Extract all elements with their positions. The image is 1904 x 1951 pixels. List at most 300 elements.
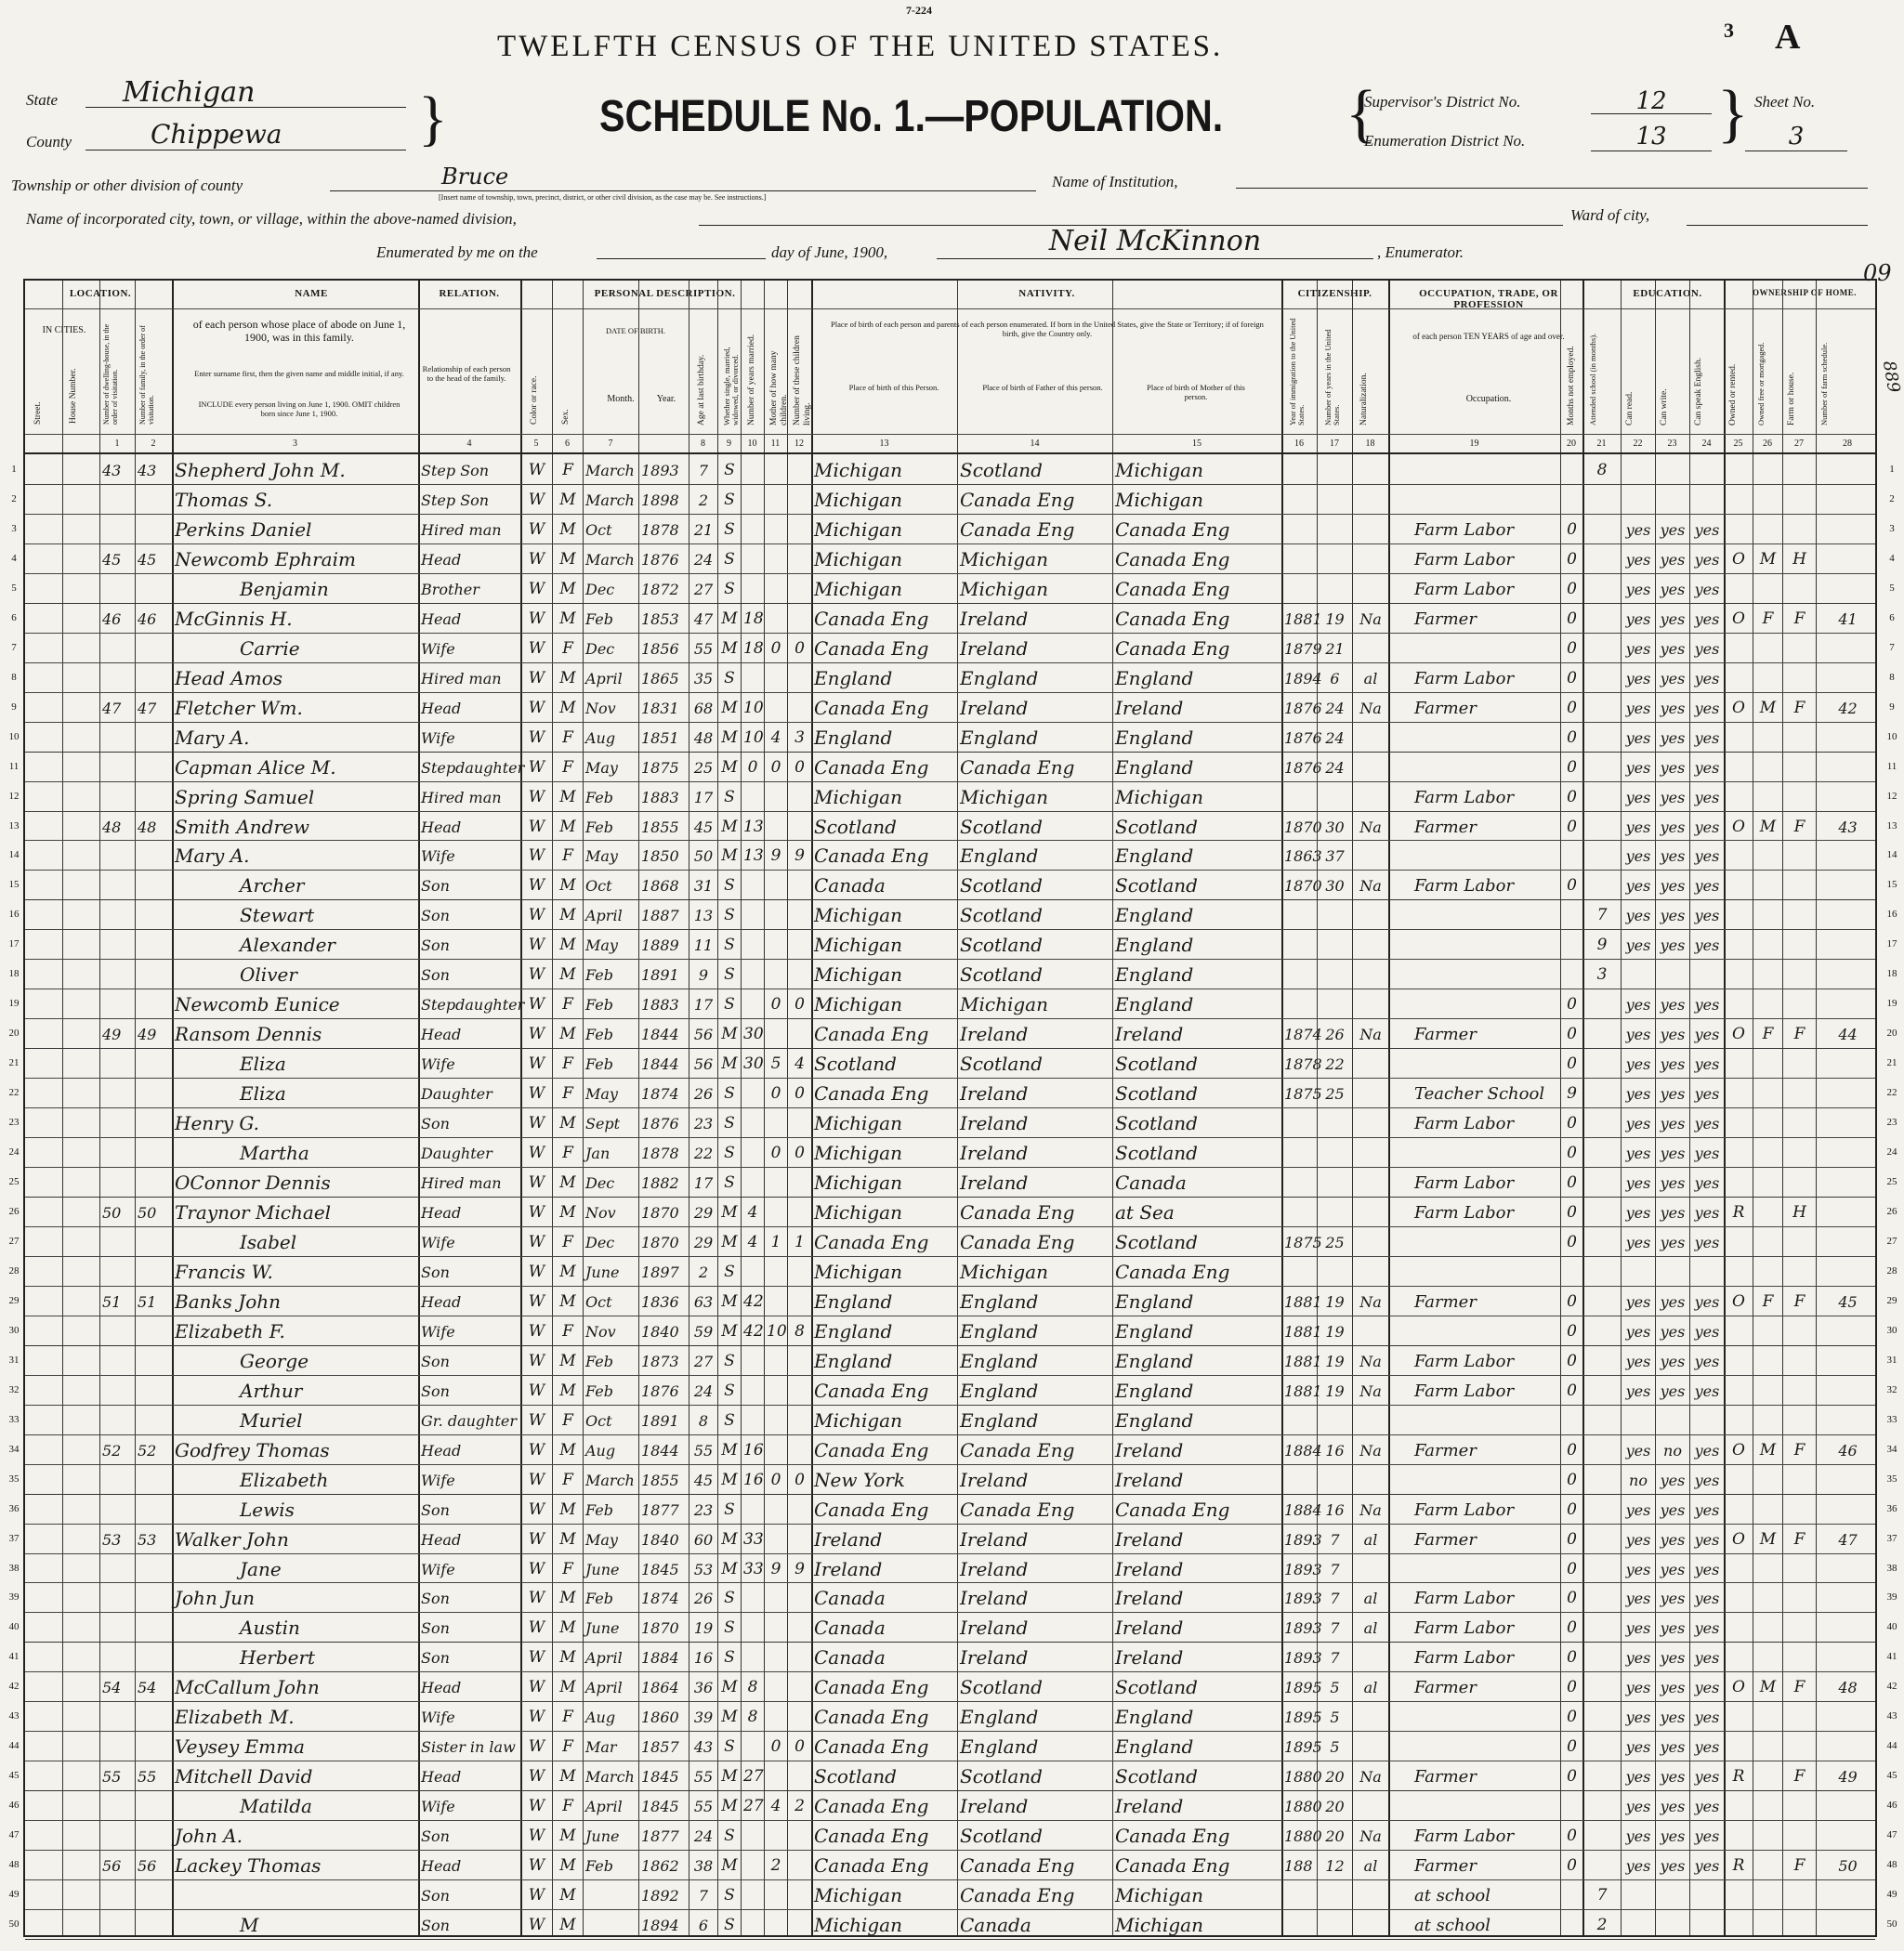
cell-fs: 44 — [1838, 1026, 1858, 1044]
cell-nat: Na — [1359, 1292, 1382, 1311]
cell-rel: Son — [421, 1381, 450, 1400]
cell-eng: yes — [1694, 1381, 1720, 1400]
cell-ym: 27 — [743, 1767, 764, 1787]
cell-mo: 0 — [1567, 609, 1577, 628]
cell-eng: yes — [1694, 1441, 1720, 1460]
cell-read: yes — [1625, 996, 1651, 1015]
cell-month: Feb — [585, 1026, 613, 1044]
cell-bm: Canada Eng — [1115, 1825, 1230, 1848]
cell-fam: 56 — [138, 1857, 157, 1876]
cell-imm: 1895 — [1284, 1738, 1322, 1757]
cell-mo: 0 — [1567, 1678, 1577, 1697]
row-number-right: 25 — [1886, 1176, 1897, 1188]
cell-yrs: 6 — [1330, 669, 1340, 687]
cell-read: yes — [1625, 1292, 1651, 1311]
cell-bm: Canada Eng — [1115, 1498, 1230, 1521]
cell-dw: 43 — [102, 462, 122, 479]
row-number-left: 5 — [11, 582, 17, 594]
cell-mar: S — [724, 1144, 735, 1163]
cell-yrs: 21 — [1325, 639, 1345, 658]
cell-mo: 0 — [1567, 1737, 1577, 1757]
months-unemployed-header: Months not employed. — [1567, 346, 1576, 426]
cell-bm: England — [1115, 904, 1194, 927]
column-number: 24 — [1701, 439, 1712, 449]
cell-mo: 0 — [1567, 1351, 1577, 1370]
cell-year: 1845 — [641, 1768, 679, 1787]
cell-read: yes — [1625, 580, 1651, 598]
cell-fam: 48 — [138, 818, 157, 836]
farm-schedule-header: Number of farm schedule. — [1819, 342, 1829, 426]
cell-bp: Michigan — [814, 1142, 902, 1165]
cell-age: 13 — [693, 907, 714, 925]
cell-write: yes — [1660, 996, 1686, 1015]
cell-ym: 30 — [743, 1025, 764, 1044]
row-number-right: 34 — [1886, 1443, 1897, 1455]
row-number-right: 9 — [1889, 701, 1895, 713]
cell-read: yes — [1625, 936, 1651, 955]
row-number-right: 16 — [1886, 909, 1897, 921]
cell-own: O — [1732, 817, 1745, 836]
cell-write: yes — [1660, 1500, 1686, 1519]
cell-year: 1884 — [641, 1649, 679, 1668]
cell-year: 1862 — [641, 1857, 679, 1876]
cell-bp: Michigan — [814, 1408, 902, 1432]
cell-bp: Canada Eng — [814, 1230, 929, 1253]
cell-ym: 42 — [743, 1291, 764, 1311]
cell-bm: England — [1115, 993, 1194, 1016]
cell-year: 1883 — [641, 996, 679, 1015]
cell-bm: England — [1115, 1319, 1194, 1342]
cell-year: 1882 — [641, 1174, 679, 1193]
county-value: Chippewa — [85, 119, 406, 151]
cell-mo: 0 — [1567, 1648, 1577, 1668]
cell-imm: 1880 — [1284, 1827, 1322, 1846]
cell-rel: Son — [421, 1115, 450, 1133]
cell-sex: M — [559, 1381, 576, 1400]
cell-age: 23 — [693, 1500, 714, 1519]
enumerated-suffix: , Enumerator. — [1377, 243, 1464, 261]
cell-bm: Scotland — [1115, 1112, 1198, 1135]
corner-sheet-letter: A — [1775, 18, 1801, 57]
cell-moc: 0 — [770, 638, 781, 658]
cell-month: June — [585, 1560, 620, 1578]
cell-sex: M — [559, 1678, 576, 1697]
row-number-left: 4 — [11, 552, 17, 564]
cell-mar: M — [721, 1025, 738, 1044]
color-header: Color or race. — [530, 375, 539, 425]
cell-mo: 0 — [1567, 1291, 1577, 1311]
cell-age: 17 — [693, 1174, 714, 1193]
column-number: 2 — [151, 439, 156, 449]
cell-moc: 2 — [770, 1856, 781, 1876]
cell-bf: Scotland — [960, 815, 1043, 838]
cell-ym: 10 — [743, 698, 764, 717]
cell-occ: Farm Labor — [1414, 1351, 1515, 1371]
cell-farm: F — [1793, 1678, 1806, 1697]
cell-write: yes — [1660, 1530, 1686, 1549]
cell-free: M — [1759, 817, 1777, 836]
cell-free: M — [1759, 1529, 1777, 1549]
cell-dw: 55 — [102, 1768, 122, 1787]
column-number: 5 — [533, 439, 539, 449]
cell-rel: Head — [421, 1679, 462, 1697]
cell-month: Feb — [585, 1857, 613, 1876]
cell-att: 3 — [1596, 965, 1608, 985]
cell-bf: Canada Eng — [960, 1884, 1075, 1907]
cell-nat: Na — [1359, 1381, 1382, 1400]
cell-bm: Scotland — [1115, 1082, 1198, 1106]
cell-bm: Michigan — [1115, 488, 1203, 511]
cell-att: 7 — [1596, 906, 1608, 925]
cell-mar: M — [721, 1797, 738, 1816]
cell-age: 27 — [693, 1352, 714, 1370]
cell-age: 48 — [693, 728, 714, 747]
cell-bp: Michigan — [814, 904, 902, 927]
cell-write: yes — [1660, 1560, 1686, 1578]
group-location: LOCATION. — [69, 288, 132, 299]
cell-eng: yes — [1694, 1204, 1720, 1222]
cell-color: W — [528, 1262, 545, 1281]
cell-rel: Daughter — [421, 1085, 492, 1104]
cell-mar: M — [721, 698, 738, 717]
cell-age: 17 — [693, 996, 714, 1015]
cell-write: yes — [1660, 1204, 1686, 1222]
cell-name: Archer — [240, 874, 305, 897]
cell-fam: 50 — [138, 1204, 157, 1222]
group-ownership: OWNERSHIP OF HOME. — [1753, 288, 1857, 297]
cell-occ: Farm Labor — [1414, 549, 1515, 570]
cell-color: W — [528, 965, 545, 985]
row-number-right: 46 — [1886, 1800, 1897, 1812]
cell-write: yes — [1660, 1055, 1686, 1074]
year-header: Year. — [656, 394, 676, 404]
cell-bf: Canada Eng — [960, 1230, 1075, 1253]
cell-bm: England — [1115, 666, 1194, 689]
cell-occ: at school — [1414, 1886, 1491, 1906]
cell-mar: S — [724, 965, 735, 985]
cell-name: Mitchell David — [175, 1765, 313, 1788]
cell-mar: M — [721, 1767, 738, 1787]
cell-mo: 0 — [1567, 1054, 1577, 1074]
cell-age: 56 — [693, 1055, 714, 1074]
cell-color: W — [528, 1737, 545, 1757]
cell-occ: Farmer — [1414, 817, 1477, 837]
cell-year: 1850 — [641, 847, 679, 866]
naturalization-header: Naturalization. — [1359, 373, 1369, 426]
cell-mo: 0 — [1567, 1827, 1577, 1846]
cell-age: 68 — [693, 699, 714, 717]
cell-read: yes — [1625, 1619, 1651, 1638]
cell-eng: yes — [1694, 1798, 1720, 1816]
cell-yrs: 22 — [1325, 1055, 1345, 1074]
cell-rel: Son — [421, 877, 450, 896]
cell-imm: 1893 — [1284, 1619, 1322, 1638]
cell-yrs: 25 — [1325, 1085, 1345, 1104]
cell-age: 9 — [698, 966, 709, 985]
cell-cl: 4 — [794, 1054, 805, 1074]
cell-mo: 9 — [1567, 1084, 1577, 1104]
cell-read: yes — [1625, 1649, 1651, 1668]
cell-name: Matilda — [240, 1795, 312, 1818]
cell-occ: Farm Labor — [1414, 1499, 1515, 1520]
row-number-right: 28 — [1886, 1264, 1897, 1277]
cell-year: 1878 — [641, 1145, 679, 1163]
cell-sex: F — [562, 1737, 573, 1757]
cell-write: yes — [1660, 1471, 1686, 1489]
cell-ym: 16 — [743, 1470, 764, 1489]
cell-rel: Head — [421, 1857, 462, 1876]
cell-imm: 1876 — [1284, 758, 1322, 777]
cell-imm: 1881 — [1284, 609, 1322, 628]
cell-sex: M — [559, 1025, 576, 1044]
cell-bp: Ireland — [814, 1527, 883, 1551]
group-citizenship: CITIZENSHIP. — [1297, 288, 1372, 299]
cell-bm: Scotland — [1115, 815, 1198, 838]
cell-write: yes — [1660, 1233, 1686, 1251]
cell-mar: S — [724, 579, 735, 598]
cell-sex: M — [559, 1291, 576, 1311]
cell-bf: Scotland — [960, 1053, 1043, 1076]
cell-own: O — [1732, 1025, 1745, 1044]
cell-occ: Farm Labor — [1414, 1648, 1515, 1669]
cell-imm: 1874 — [1284, 1026, 1322, 1044]
cell-name: Newcomb Eunice — [175, 993, 340, 1016]
cell-bp: Ireland — [814, 1557, 883, 1580]
cell-name: Benjamin — [240, 577, 329, 600]
cell-rel: Son — [421, 907, 450, 925]
cell-color: W — [528, 1827, 545, 1846]
cell-read: yes — [1625, 550, 1651, 569]
cell-bf: England — [960, 1706, 1039, 1729]
cell-imm: 1881 — [1284, 1381, 1322, 1400]
cell-sex: M — [559, 698, 576, 717]
cell-bm: Michigan — [1115, 459, 1203, 481]
cell-eng: yes — [1694, 1145, 1720, 1163]
row-number-left: 44 — [8, 1740, 20, 1752]
cell-imm: 1879 — [1284, 639, 1322, 658]
cell-sex: F — [562, 995, 573, 1015]
cell-cl: 0 — [794, 757, 805, 777]
cell-mar: S — [724, 1381, 735, 1400]
cell-yrs: 26 — [1325, 1026, 1345, 1044]
enumerated-prefix: Enumerated by me on the — [376, 243, 538, 261]
schedule-title: SCHEDULE No. 1.—POPULATION. — [599, 92, 1224, 141]
cell-cl: 0 — [794, 1144, 805, 1163]
cell-bm: Michigan — [1115, 1884, 1203, 1907]
cell-age: 2 — [698, 1263, 709, 1281]
cell-fam: 47 — [138, 699, 157, 717]
cell-color: W — [528, 1589, 545, 1608]
row-number-left: 38 — [8, 1562, 20, 1574]
cell-eng: yes — [1694, 1085, 1720, 1104]
cell-age: 55 — [693, 1768, 714, 1787]
cell-color: W — [528, 876, 545, 896]
state-value: Michigan — [85, 76, 406, 108]
cell-eng: yes — [1694, 996, 1720, 1015]
cell-year: 1897 — [641, 1263, 679, 1281]
cell-name: Mary A. — [175, 726, 250, 749]
cell-write: yes — [1660, 1145, 1686, 1163]
cell-bf: Ireland — [960, 1646, 1029, 1669]
cell-yrs: 7 — [1330, 1560, 1340, 1578]
cell-bf: Canada Eng — [960, 755, 1075, 779]
cell-read: yes — [1625, 1679, 1651, 1697]
cell-bf: Canada Eng — [960, 517, 1075, 541]
cell-occ: Farmer — [1414, 1767, 1477, 1787]
cell-occ: Farmer — [1414, 1025, 1477, 1045]
cell-sex: M — [559, 876, 576, 896]
cell-read: yes — [1625, 1798, 1651, 1816]
cell-ym: 13 — [743, 846, 764, 866]
row-number-left: 30 — [8, 1324, 20, 1336]
cell-fs: 42 — [1838, 699, 1858, 717]
row-number-left: 23 — [8, 1117, 20, 1129]
row-number-left: 32 — [8, 1383, 20, 1395]
cell-own: O — [1732, 609, 1745, 628]
row-number-left: 10 — [8, 730, 20, 742]
cell-mo: 0 — [1567, 1499, 1577, 1519]
row-number-left: 6 — [11, 611, 17, 623]
cell-year: 1853 — [641, 609, 679, 628]
cell-sex: F — [562, 461, 573, 479]
cell-bp: Scotland — [814, 815, 897, 838]
cell-ym: 18 — [743, 638, 764, 658]
cell-age: 55 — [693, 1798, 714, 1816]
cell-fs: 48 — [1838, 1679, 1858, 1697]
cell-write: yes — [1660, 699, 1686, 717]
cell-color: W — [528, 1054, 545, 1074]
cell-month: May — [585, 1530, 618, 1549]
cell-month: April — [585, 1679, 623, 1697]
cell-sex: M — [559, 1827, 576, 1846]
cell-bp: Canada — [814, 1646, 886, 1669]
cell-free: F — [1762, 1025, 1774, 1044]
cell-bf: Ireland — [960, 1587, 1029, 1610]
cell-rel: Hired man — [421, 520, 502, 539]
township-note: [Insert name of township, town, precinct, district, or other civil division, as the case may be. See instructions.] — [439, 193, 767, 202]
cell-age: 6 — [698, 1917, 709, 1935]
cell-mo: 0 — [1567, 1767, 1577, 1787]
cell-read: yes — [1625, 1352, 1651, 1370]
cell-bf: Michigan — [960, 1260, 1048, 1283]
cell-month: April — [585, 907, 623, 925]
cell-eng: yes — [1694, 1471, 1720, 1489]
row-number-right: 42 — [1886, 1681, 1897, 1693]
cell-mo: 0 — [1567, 1708, 1577, 1727]
cell-mar: M — [721, 846, 738, 866]
cell-read: yes — [1625, 1174, 1651, 1193]
cell-mar: S — [724, 461, 735, 479]
row-number-right: 4 — [1889, 552, 1895, 564]
cell-bf: Ireland — [960, 1142, 1029, 1165]
cell-rel: Sister in law — [421, 1738, 516, 1757]
cell-nat: al — [1363, 1857, 1378, 1876]
cell-eng: yes — [1694, 1322, 1720, 1341]
cell-dw: 50 — [102, 1204, 122, 1222]
cell-bf: Canada — [960, 1914, 1031, 1937]
census-table — [8, 279, 1897, 1937]
cell-sex: F — [562, 1084, 573, 1104]
cell-age: 24 — [693, 1827, 714, 1846]
cell-imm: 1863 — [1284, 847, 1322, 866]
cell-color: W — [528, 1114, 545, 1133]
row-number-left: 22 — [8, 1087, 20, 1099]
cell-read: yes — [1625, 1145, 1651, 1163]
cell-eng: yes — [1694, 1590, 1720, 1608]
cell-bp: Canada Eng — [814, 1676, 929, 1699]
speak-english-header: Can speak English. — [1694, 357, 1703, 426]
cell-nat: al — [1363, 669, 1378, 687]
cell-name: McCallum John — [175, 1676, 320, 1699]
cell-mar: S — [724, 995, 735, 1015]
cell-free: M — [1759, 1678, 1777, 1697]
cell-month: May — [585, 847, 618, 866]
cell-ym: 18 — [743, 609, 764, 628]
cell-fam: 49 — [138, 1026, 157, 1044]
cell-farm: H — [1792, 1203, 1806, 1222]
cell-write: yes — [1660, 1709, 1686, 1727]
column-number: 8 — [701, 439, 705, 449]
cell-dw: 45 — [102, 550, 122, 569]
supervisor-value: 12 — [1591, 87, 1712, 114]
cell-year: 1876 — [641, 550, 679, 569]
cell-occ: Farm Labor — [1414, 876, 1515, 897]
cell-ym: 33 — [743, 1559, 764, 1578]
cell-occ: Farm Labor — [1414, 1827, 1515, 1847]
family-header: Number of family, in the order of visitation. — [138, 325, 155, 425]
cell-name: Smith Andrew — [175, 815, 309, 838]
row-number-right: 7 — [1889, 641, 1895, 653]
cell-write: no — [1663, 1441, 1682, 1460]
cell-ym: 4 — [747, 1203, 758, 1222]
farm-house-header: Farm or house. — [1787, 372, 1796, 426]
cell-att: 7 — [1596, 1886, 1608, 1905]
cell-year: 1870 — [641, 1233, 679, 1251]
cell-occ: Farmer — [1414, 1440, 1477, 1460]
cell-write: yes — [1660, 1619, 1686, 1638]
cell-farm: F — [1793, 817, 1806, 836]
cell-name: Elizabeth M. — [175, 1706, 295, 1729]
cell-eng: yes — [1694, 1500, 1720, 1519]
cell-write: yes — [1660, 877, 1686, 896]
cell-year: 1845 — [641, 1798, 679, 1816]
in-cities-label: IN CITIES. — [42, 325, 86, 335]
cell-free: F — [1762, 609, 1774, 628]
cell-month: Jan — [585, 1145, 611, 1163]
row-number-left: 46 — [8, 1800, 20, 1812]
cell-age: 39 — [693, 1709, 714, 1727]
row-number-right: 32 — [1886, 1383, 1897, 1395]
cell-eng: yes — [1694, 728, 1720, 747]
cell-yrs: 7 — [1330, 1530, 1340, 1549]
cell-bm: Scotland — [1115, 1053, 1198, 1076]
cell-imm: 1880 — [1284, 1798, 1322, 1816]
cell-month: March — [585, 550, 635, 569]
row-number-right: 23 — [1886, 1117, 1897, 1129]
cell-write: yes — [1660, 1857, 1686, 1876]
cell-eng: yes — [1694, 1679, 1720, 1697]
cell-moc: 0 — [770, 1084, 781, 1104]
cell-age: 21 — [693, 520, 714, 539]
cell-rel: Wife — [421, 1798, 455, 1816]
relation-desc: Relationship of each person to the head of the family. — [422, 364, 511, 383]
cell-eng: yes — [1694, 1738, 1720, 1757]
cell-name: Newcomb Ephraim — [175, 547, 356, 570]
cell-fam: 51 — [138, 1292, 157, 1311]
cell-year: 1873 — [641, 1352, 679, 1370]
cell-imm: 1893 — [1284, 1590, 1322, 1608]
cell-fam: 54 — [138, 1679, 157, 1697]
